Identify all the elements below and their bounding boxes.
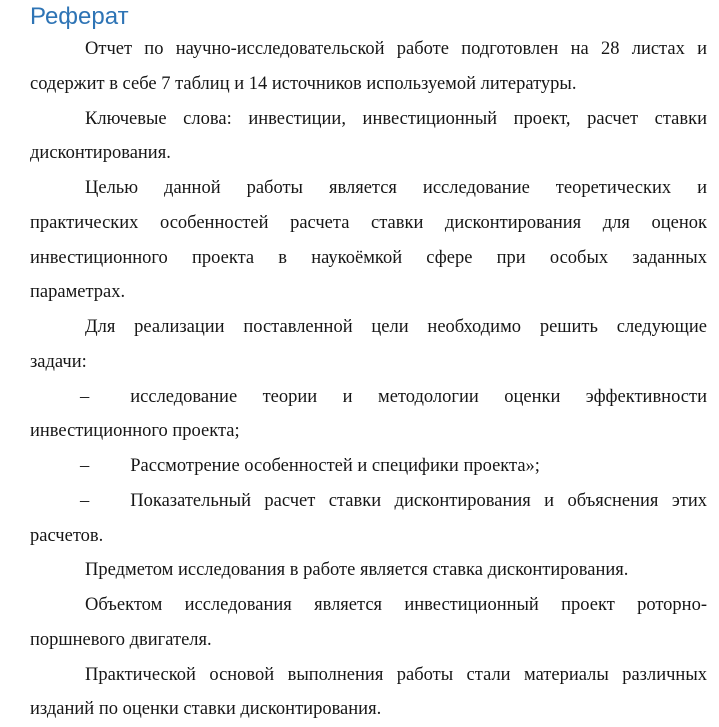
paragraph [30, 171, 707, 310]
text-line [30, 449, 707, 484]
list-dash-marker: – [80, 387, 89, 407]
list-item-text: исследование теории и методологии оценки эффективности [130, 387, 707, 407]
text-line: параметрах. [30, 275, 707, 310]
document-body [30, 32, 707, 727]
paragraph [30, 553, 707, 588]
text-line: инвестиционного проекта в наукоёмкой сфере при особых заданных [30, 241, 707, 276]
text-line: Отчет по научно-исследовательской работе подготовлен на 28 листах и [30, 32, 707, 67]
paragraph [30, 310, 707, 380]
list-item-text: Показательный расчет ставки дисконтирования и объяснения этих [130, 491, 707, 511]
list-item [30, 484, 707, 554]
document-page [0, 2, 719, 718]
text-line: Ключевые слова: инвестиции, инвестиционный проект, расчет ставки [30, 102, 707, 137]
text-line [30, 380, 707, 415]
text-line: дисконтирования. [30, 136, 707, 171]
text-line: практических особенностей расчета ставки дисконтирования для оценок [30, 206, 707, 241]
text-line: изданий по оценки ставки дисконтирования. [30, 692, 707, 727]
list-item [30, 380, 707, 450]
paragraph [30, 32, 707, 102]
text-line: Предметом исследования в работе является ставка дисконтирования. [30, 553, 707, 588]
text-line: Объектом исследования является инвестиционный проект роторно- [30, 588, 707, 623]
paragraph [30, 588, 707, 658]
text-line: расчетов. [30, 519, 707, 554]
text-line: поршневого двигателя. [30, 623, 707, 658]
text-line: содержит в себе 7 таблиц и 14 источников используемой литературы. [30, 67, 707, 102]
text-line: Целью данной работы является исследование теоретических и [30, 171, 707, 206]
text-line [30, 484, 707, 519]
list-item [30, 449, 707, 484]
paragraph [30, 658, 707, 727]
text-line: задачи: [30, 345, 707, 380]
list-dash-marker: – [80, 491, 89, 511]
page-title: Реферат [30, 2, 719, 32]
text-line: Для реализации поставленной цели необходимо решить следующие [30, 310, 707, 345]
text-line: инвестиционного проекта; [30, 414, 707, 449]
text-line: Практической основой выполнения работы стали материалы различных [30, 658, 707, 693]
list-item-text: Рассмотрение особенностей и специфики проекта»; [130, 456, 540, 476]
list-dash-marker: – [80, 456, 89, 476]
paragraph [30, 102, 707, 172]
